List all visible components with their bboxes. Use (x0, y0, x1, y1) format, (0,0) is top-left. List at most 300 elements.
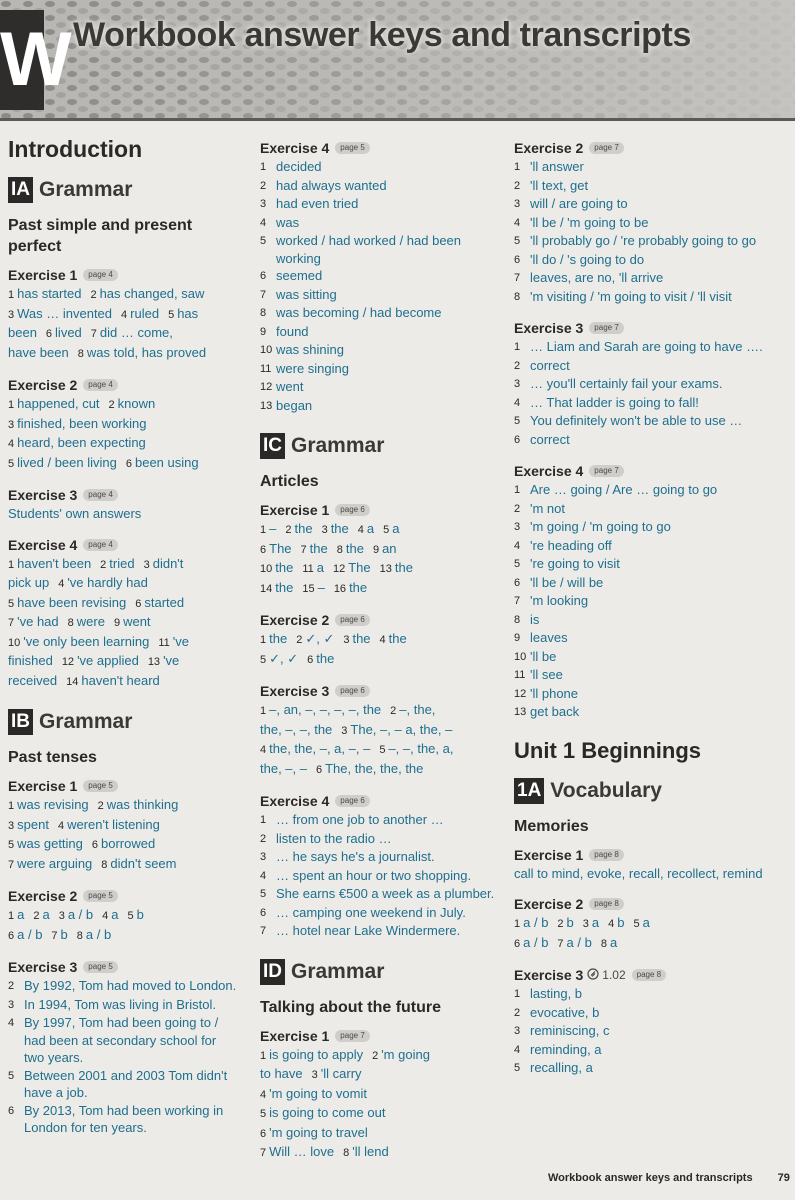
answer-item (98, 797, 179, 812)
page-badge: page 8 (589, 849, 623, 861)
list-item (514, 158, 784, 177)
list-item (8, 977, 240, 996)
item-text: listen to the radio … (276, 830, 392, 846)
item-number: 4 (8, 438, 15, 450)
answer-line (260, 740, 504, 760)
item-number: 6 (135, 597, 142, 610)
answer-line (8, 555, 240, 575)
answer-item (8, 325, 37, 340)
exercise (260, 793, 504, 941)
answer-line (8, 816, 240, 836)
answer-item (260, 1125, 368, 1140)
item-text: Between 2001 and 2003 Tom didn't have a job. (24, 1067, 228, 1100)
item-number: 5 (8, 839, 15, 851)
item-text: finished (8, 653, 53, 668)
answer-item (260, 521, 276, 536)
item-text: seemed (276, 268, 323, 283)
answer-item (260, 741, 370, 756)
item-text: have been (8, 344, 69, 360)
lesson-subheading: Memories (514, 817, 589, 835)
exercise (8, 487, 240, 523)
list-item (514, 629, 784, 648)
exercise-label: Exercise 1 (260, 502, 330, 518)
lesson-heading-ib (8, 709, 240, 735)
item-number: 8 (76, 929, 83, 942)
answer-item (514, 915, 548, 930)
item-text: 've hardly had (67, 575, 148, 590)
list-item (514, 703, 784, 722)
answer-item (260, 761, 307, 776)
item-number: 5 (127, 910, 134, 922)
exercise-title (8, 267, 240, 283)
answer-item (337, 541, 364, 556)
item-number: 5 (260, 1108, 267, 1120)
item-number: 6 (514, 937, 521, 950)
item-number: 9 (260, 325, 267, 338)
item-text: reminding, a (530, 1041, 602, 1057)
answer-item (260, 702, 381, 717)
answer-line (8, 305, 240, 325)
item-number: 8 (343, 1147, 350, 1159)
list-item (514, 666, 784, 685)
item-number: 4 (379, 634, 386, 646)
item-number: 4 (260, 216, 267, 229)
answer-line (260, 1085, 504, 1105)
item-number: 6 (45, 328, 53, 340)
page-badge: page 7 (335, 1030, 369, 1042)
item-number: 3 (341, 724, 348, 737)
exercise (260, 683, 504, 779)
answer-item (58, 575, 148, 590)
section-heading: Introduction (8, 136, 143, 162)
answer-item (302, 580, 324, 595)
answer-item (126, 455, 199, 470)
item-number: 4 (8, 1017, 15, 1029)
exercise-title (514, 847, 784, 863)
answer-list (8, 977, 240, 1137)
column-1 (8, 126, 240, 1151)
item-text: were (76, 614, 105, 629)
page-badge: page 6 (335, 685, 369, 697)
answer-item (583, 915, 599, 930)
item-text: been (8, 325, 37, 340)
item-text: … That ladder is going to fall! (530, 394, 699, 410)
item-text: the (388, 631, 407, 646)
item-number: 7 (8, 617, 15, 629)
page-badge: page 6 (335, 795, 369, 807)
answer-line (8, 434, 240, 454)
item-number: 5 (633, 918, 640, 930)
item-number: 6 (260, 906, 267, 919)
exercise-label: Exercise 1 (8, 267, 78, 283)
lesson-subheading: Past tenses (8, 749, 97, 766)
exercise-title (8, 537, 240, 553)
item-text: By 2013, Tom had been working in London for ten years. (24, 1102, 224, 1135)
item-number: 13 (514, 706, 527, 718)
exercise (514, 320, 784, 449)
answer-item (608, 915, 624, 930)
item-text: The, the, the, the (325, 760, 424, 776)
item-text: 'll be / 'm going to be (530, 214, 649, 230)
lesson-title: Grammar (291, 434, 385, 457)
item-number: 5 (383, 524, 390, 536)
item-text: the (352, 631, 371, 646)
list-item (514, 500, 784, 519)
list-item (8, 1014, 240, 1067)
answer-item (260, 1105, 385, 1120)
item-number: 2 (260, 832, 267, 845)
page-badge: page 5 (83, 890, 117, 902)
item-number: 11 (158, 636, 170, 649)
item-text: had always wanted (276, 177, 387, 193)
list-item (260, 214, 504, 233)
answer-item (135, 595, 184, 610)
answer-item (8, 817, 49, 832)
lesson-code: IA (8, 177, 33, 203)
exercise-title (260, 683, 504, 699)
item-text: known (117, 396, 156, 411)
answer-lines (8, 395, 240, 473)
exercise-title (514, 463, 784, 479)
answer-line (260, 701, 504, 721)
item-number: 13 (147, 656, 161, 668)
answer-item (260, 722, 332, 737)
item-text: 're going to visit (530, 556, 620, 571)
item-text: has changed, saw (99, 286, 205, 301)
item-text: haven't been (17, 555, 92, 571)
item-number: 1 (260, 705, 267, 717)
exercise-label: Exercise 3 (514, 967, 584, 983)
item-number: 6 (260, 1127, 267, 1140)
item-text: 'm going to travel (269, 1124, 368, 1140)
item-number: 2 (108, 399, 115, 411)
item-text: the (294, 521, 313, 536)
item-text: did … come, (99, 325, 173, 340)
item-text: didn't seem (110, 855, 177, 871)
exercise (8, 888, 240, 945)
item-text: to have (260, 1066, 303, 1081)
answer-item (8, 556, 91, 571)
exercise-label: Exercise 1 (8, 778, 78, 794)
item-number: 10 (260, 344, 273, 356)
list-item (260, 323, 504, 342)
item-number: 7 (260, 1147, 267, 1159)
item-number: 13 (379, 563, 392, 575)
item-number: 3 (582, 918, 589, 930)
item-text: … camping one weekend in July. (276, 904, 466, 920)
item-number: 8 (514, 290, 521, 303)
exercise-label: Exercise 4 (260, 793, 330, 809)
list-item (260, 904, 504, 923)
item-text: 'm going / 'm going to go (530, 519, 671, 534)
answer-lines (8, 906, 240, 945)
item-number: 9 (372, 543, 380, 556)
answer-item (307, 651, 334, 666)
answer-line (260, 760, 504, 780)
item-number: 7 (90, 328, 97, 340)
page-badge: page 5 (335, 142, 369, 154)
item-number: 12 (260, 381, 273, 393)
item-number: 3 (143, 558, 150, 571)
page-badge: page 4 (83, 269, 117, 281)
item-number: 3 (58, 910, 65, 922)
item-number: 10 (8, 636, 21, 649)
item-text: lived / been living (17, 454, 117, 470)
answer-item (390, 702, 435, 717)
exercise-title (260, 140, 504, 156)
item-number: 6 (260, 543, 267, 556)
item-text: b (617, 915, 625, 930)
item-text: was told, has proved (86, 344, 207, 360)
item-text: a / b (67, 907, 94, 922)
item-number: 7 (514, 595, 521, 607)
item-number: 5 (260, 888, 267, 900)
list-item (514, 592, 784, 611)
item-text: 've had (17, 614, 59, 629)
list-item (260, 232, 504, 267)
item-text: –, –, the, a, (388, 741, 454, 756)
item-text: – (269, 521, 277, 536)
item-text: lasting, b (530, 986, 583, 1001)
item-text: 'll lend (352, 1144, 389, 1159)
item-text: She earns €500 a week as a plumber. (276, 886, 495, 901)
item-number: 1 (514, 161, 521, 173)
lesson-subheading: Articles (260, 473, 319, 490)
exercise-title (514, 320, 784, 336)
item-text: By 1997, Tom had been going to / had been at secondary school for two years. (24, 1015, 219, 1065)
answer-item (557, 915, 573, 930)
item-number: 6 (8, 1104, 15, 1117)
answer-list (514, 338, 784, 449)
list-item (514, 555, 784, 574)
item-text: a (642, 915, 650, 930)
item-number: 4 (102, 910, 109, 922)
answer-line (260, 540, 504, 560)
item-text: In 1994, Tom was living in Bristol. (24, 996, 216, 1012)
item-text: a / b (566, 934, 592, 950)
item-text: … Liam and Sarah are going to have …. (530, 339, 763, 354)
item-text: a (17, 907, 25, 922)
item-text: 'm going to vomit (269, 1085, 367, 1101)
item-text: the (330, 521, 349, 536)
item-text: a (609, 934, 618, 950)
item-number: 2 (514, 359, 521, 372)
item-number: 11 (260, 362, 272, 375)
list-item (514, 394, 784, 413)
exercise-title (8, 487, 240, 503)
answer-line (8, 324, 240, 344)
lesson-code: ID (260, 959, 285, 985)
item-number: 8 (514, 613, 521, 626)
answer-item (68, 614, 105, 629)
item-number: 2 (514, 502, 521, 515)
answer-item (601, 935, 617, 950)
answer-item (260, 560, 293, 575)
item-number: 12 (61, 656, 75, 668)
item-number: 4 (58, 578, 65, 590)
answer-item (285, 521, 312, 536)
item-number: 6 (307, 653, 314, 666)
item-number: 1 (514, 484, 521, 496)
item-number: 5 (260, 235, 267, 247)
item-text: happened, cut (17, 396, 100, 411)
answer-item (8, 673, 57, 688)
item-text: Will … love (269, 1144, 335, 1159)
page-badge: page 5 (83, 961, 117, 973)
list-item (260, 922, 504, 941)
item-number: 12 (332, 563, 346, 575)
item-text: lived (55, 325, 82, 340)
answer-list (260, 811, 504, 941)
item-text: the (345, 540, 364, 556)
answer-item (58, 817, 160, 832)
item-text: tried (109, 555, 135, 571)
item-text: spent (17, 816, 49, 832)
item-text: … from one job to another … (276, 812, 444, 827)
answer-item (8, 416, 146, 431)
page-badge: page 8 (632, 969, 666, 981)
list-item (514, 1041, 784, 1060)
item-number: 7 (260, 925, 267, 937)
exercise (260, 502, 504, 598)
list-item (260, 158, 504, 177)
list-item (260, 378, 504, 397)
item-text: The (348, 560, 371, 575)
item-number: 1 (514, 341, 521, 353)
item-number: 2 (90, 289, 97, 301)
exercise-title (8, 778, 240, 794)
item-number: 2 (372, 1049, 379, 1062)
item-text: is (530, 611, 540, 627)
item-text: ruled (130, 305, 160, 321)
list-item (8, 1102, 240, 1137)
item-number: 1 (260, 524, 267, 536)
list-item (514, 648, 784, 667)
item-text: evocative, b (530, 1004, 600, 1020)
item-number: 8 (600, 937, 607, 950)
list-item (260, 195, 504, 214)
answer-lines (514, 914, 784, 953)
exercise-label: Exercise 3 (260, 683, 330, 699)
page-badge: page 6 (335, 504, 369, 516)
answer-line (260, 630, 504, 650)
answer-item (260, 1086, 367, 1101)
answer-item (334, 580, 367, 595)
exercise (8, 537, 240, 692)
answer-item (62, 653, 139, 668)
item-text: Are … going / Are … going to go (530, 482, 718, 497)
exercise-title (514, 967, 784, 983)
lesson-code: IB (8, 709, 33, 735)
item-number: 5 (8, 1069, 15, 1082)
answer-list (514, 481, 784, 722)
lesson-title: Vocabulary (550, 778, 662, 802)
item-number: 6 (315, 763, 323, 776)
item-number: 5 (8, 457, 15, 470)
item-text: 'll see (530, 667, 563, 682)
item-number: 4 (514, 1043, 521, 1056)
item-text: a / b (17, 926, 43, 942)
exercise (8, 778, 240, 874)
item-text: You definitely won't be able to use … (530, 413, 743, 428)
item-text: was revising (17, 797, 89, 812)
item-number: 8 (77, 347, 84, 360)
item-text: a (591, 915, 600, 930)
list-item (260, 830, 504, 849)
exercise (8, 377, 240, 473)
answer-lines (8, 285, 240, 363)
answer-line (260, 1046, 504, 1066)
answer-list (260, 158, 504, 415)
answer-item (312, 1066, 362, 1081)
item-number: 6 (514, 433, 521, 446)
page-badge: page 8 (589, 898, 623, 910)
lesson-title: Grammar (39, 178, 133, 201)
list-item (514, 357, 784, 376)
answer-item (8, 836, 83, 851)
item-text: – (317, 579, 325, 595)
answer-line (8, 855, 240, 875)
item-number: 4 (260, 1088, 267, 1101)
item-text: was sitting (276, 286, 337, 302)
answer-item (341, 722, 452, 737)
answer-item (296, 631, 334, 646)
item-number: 1 (514, 988, 521, 1000)
answer-line (8, 415, 240, 435)
item-number: 6 (125, 457, 132, 470)
answer-item (260, 1047, 363, 1062)
answer-item (372, 1047, 430, 1062)
item-number: 2 (557, 918, 564, 930)
item-number: 5 (168, 308, 175, 321)
answer-item (316, 761, 423, 776)
answer-item (322, 521, 349, 536)
answer-item (8, 575, 49, 590)
answer-line (8, 574, 240, 594)
item-text: 'll carry (320, 1066, 362, 1081)
exercise (260, 140, 504, 415)
item-text: 'll be / will be (530, 574, 604, 590)
answer-item (8, 614, 59, 629)
page-badge: page 7 (589, 465, 623, 477)
item-text: began (276, 397, 313, 413)
item-number: 3 (260, 198, 267, 210)
list-item (514, 269, 784, 288)
answer-item (343, 631, 370, 646)
item-text: a (316, 560, 324, 575)
answer-line (260, 579, 504, 599)
exercise-title (8, 377, 240, 393)
audio-icon (587, 968, 602, 983)
item-text: a / b (523, 915, 549, 930)
answer-line (260, 650, 504, 670)
item-text: –, the, (399, 702, 436, 717)
page-badge: page 4 (83, 539, 117, 551)
answer-item (59, 907, 93, 922)
item-number: 4 (514, 216, 521, 229)
item-text: … you'll certainly fail your exams. (530, 376, 723, 391)
answer-item (8, 927, 42, 942)
list-item (514, 537, 784, 556)
item-number: 5 (514, 415, 521, 427)
answer-text: Students' own answers (8, 506, 142, 521)
item-number: 6 (514, 576, 521, 589)
exercise (8, 267, 240, 363)
item-text: a (366, 521, 375, 536)
answer-list (514, 985, 784, 1078)
exercise (260, 1028, 504, 1163)
item-number: 6 (260, 270, 267, 282)
